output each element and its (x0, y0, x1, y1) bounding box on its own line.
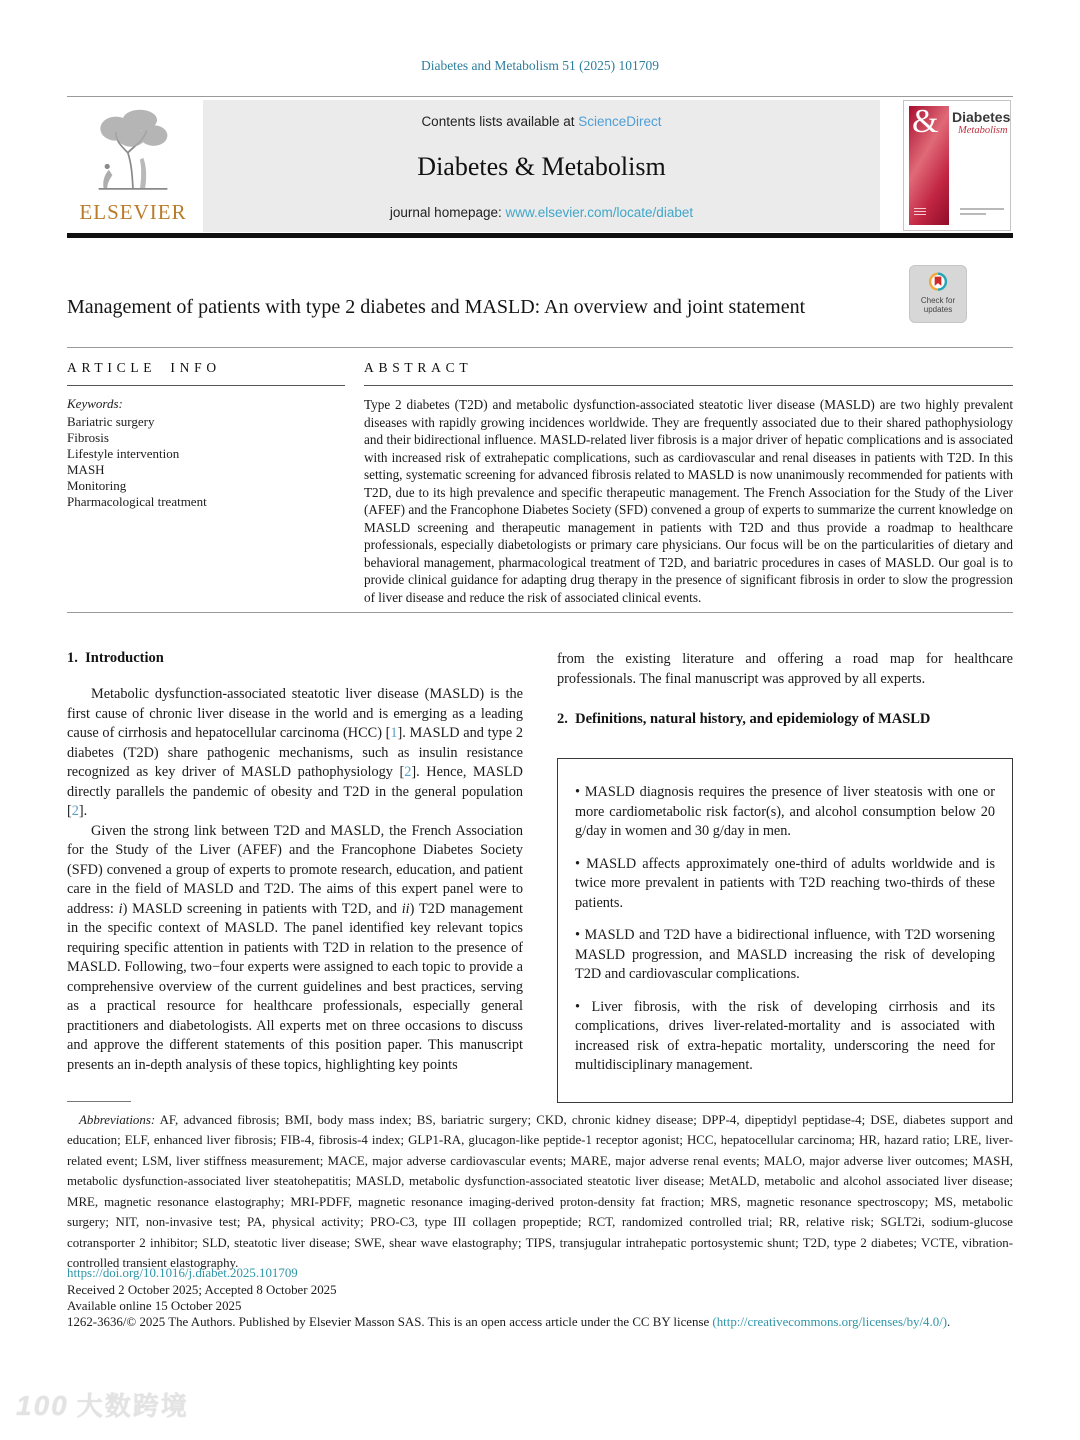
abbreviations-label: Abbreviations: (79, 1113, 156, 1127)
reference-link-2[interactable]: 2 (404, 764, 412, 780)
header-divider-bar (67, 233, 1013, 238)
article-info-rule (67, 385, 345, 386)
keyword-item: Bariatric surgery (67, 414, 155, 429)
footnote-separator (67, 1101, 131, 1102)
journal-banner (203, 100, 880, 232)
cover-small-marks (914, 208, 926, 216)
intro-p1-text: Metabolic dysfunction-associated steatotic liver disease (MASLD) is the first cause of chronic liver disease in the world and is emerging as a leading cause of cirrhosis and hepatocellular carcinoma (HCC) [ (67, 686, 523, 741)
copyright-suffix: . (947, 1315, 951, 1329)
elsevier-wordmark: ELSEVIER (79, 200, 187, 224)
bullet-icon: • (575, 927, 581, 943)
article-title: Management of patients with type 2 diabetes and MASLD: An overview and joint statement (67, 296, 806, 318)
elsevier-logo[interactable] (67, 104, 199, 232)
intro-continuation-paragraph: from the existing literature and offering a road map for healthcare professionals. The final manuscript was approved by all experts. (557, 651, 1013, 687)
intro-p2-italic-ii: ii (401, 900, 410, 917)
badge-text-line2: updates (923, 305, 953, 315)
reference-link-1[interactable]: 1 (390, 725, 398, 741)
intro-p2-italic-i: i (118, 900, 123, 917)
keyword-item: MASH (67, 461, 105, 477)
abstract-section (364, 360, 1013, 607)
bullet-icon: • (575, 855, 581, 872)
body-right-column (557, 650, 1013, 1103)
key-point-item (575, 998, 995, 1076)
cover-title: Diabetes (952, 109, 1011, 125)
section2-heading: 2. Definitions, natural history, and epidemiology of MASLD (557, 711, 931, 727)
watermark-logo: 100 (16, 1390, 69, 1421)
keyword-item: Pharmacological treatment (67, 493, 207, 509)
keywords-label: Keywords: (67, 396, 123, 411)
watermark-text: 大数跨境 (76, 1391, 189, 1421)
key-point-item (575, 855, 995, 914)
abstract-text: Type 2 diabetes (T2D) and metabolic dysfunction-associated steatotic liver disease (MASLD) are two highly prevalent diseases with rapidly growing incidences worldwide. They are frequently associated due to their shared pathophysiology and their bidirectional influence. MASLD-related liver fibrosis is a major driver of hepatic complications and is associated with increased risk of extrahepatic complications, such as cardiovascular and renal diseases in patients with T2D. In this setting, systematic screening for advanced fibrosis related to MASLD is now unanimously recommended for patients with T2D, due to its high prevalence and specific therapeutic management. The French Association for the Study of the Liver (AFEF) and the Francophone Diabetes Society (SFD) convened a group of experts to summarize the current knowledge on MASLD screening and therapeutic management in patients with T2D and thus provide a roadmap to healthcare professionals, especially diabetologists or primary care physicians. Our focus will be on the particularities of dietary and behavioral management, pharmacological treatment of T2D, and bariatric procedures in cases of MASLD. Our goal is to provide clinical guidance for adapting drug therapy in the presence of significant fibrosis in order to slow the progression of liver disease and reduce the risk of associated clinical events. (364, 397, 1013, 606)
homepage-prefix: journal homepage: (389, 205, 506, 220)
badge-text-line1: Check for (920, 296, 956, 305)
bullet-icon: • (575, 784, 581, 800)
homepage-line (390, 205, 693, 220)
journal-title: Diabetes & Metabolism (417, 152, 666, 181)
title-bottom-rule (67, 347, 1013, 348)
intro-p2-text: Given the strong link between T2D and MASLD, the French Association for the Study of the Liver (AFEF) and the Francophone Diabetes Society (SFD) convened a group of experts to promote research, education, and patient care in the field of MASLD and T2D. The aims of this expert panel were to address: (67, 822, 523, 917)
contents-prefix: Contents lists available at (421, 114, 579, 129)
article-info-heading: ARTICLE INFO (67, 360, 221, 375)
received-dates: Received 2 October 2025; Accepted 8 October 2025 (67, 1283, 337, 1297)
key-points-box (557, 758, 1013, 1103)
abstract-bottom-rule (67, 612, 1013, 613)
intro-p1-text: ]. Hence, MASLD directly parallels the pandemic of obesity and T2D in the general population [ (67, 764, 523, 819)
intro-p1-text: ]. MASLD and type 2 diabetes (T2D) share pathogenic mechanisms, such as insulin resistance recognized as key driver of MASLD pathophysiology [ (67, 725, 523, 780)
key-point-text: Liver fibrosis, with the risk of developing cirrhosis and its complications, drives liver-related-mortality and is associated with increased risk of extra-hepatic mortality, underscoring the need for multidisciplinary management. (575, 998, 996, 1073)
contents-line (421, 114, 661, 129)
abbreviations-footnote (67, 1110, 1013, 1274)
cc-license-link[interactable]: (http://creativecommons.org/licenses/by/4.0/) (712, 1315, 948, 1329)
copyright-line (67, 1314, 1013, 1331)
body-left-column (67, 650, 523, 1075)
key-point-text: MASLD affects approximately one-third of adults worldwide and is twice more prevalent in patients with T2D reaching two-thirds of these patients. (575, 855, 996, 911)
journal-cover-thumbnail[interactable] (903, 100, 1011, 231)
cover-subtitle: Metabolism (958, 125, 1008, 136)
copyright-text: 1262-3636/© 2025 The Authors. Published by Elsevier Masson SAS. This is an open access article under the CC BY license (67, 1315, 713, 1329)
article-info-section (67, 360, 345, 510)
intro-heading: 1. Introduction (67, 650, 164, 666)
intro-paragraph-1 (67, 685, 523, 822)
intro-p1-text: ]. (78, 803, 88, 819)
cover-caption-lines (960, 208, 1004, 218)
keyword-item: Monitoring (67, 477, 127, 493)
crossmark-icon (923, 269, 953, 296)
intro-p2-text: ) T2D management in the specific context of MASLD. The panel identified key relevant topics requiring specific attention in patients with T2D in relation to the presence of MASLD. Following, two−four experts were assigned to each topic to provide a comprehensive overview of the current guidelines and best practices, serving as a practical resource for healthcare professionals, especially general practitioners and diabetologists. All experts met on three occasions to discuss and approve the different statements of this position paper. This manuscript presents an in-depth analysis of these topics, highlighting key points (67, 900, 523, 1073)
bullet-icon: • (575, 998, 581, 1015)
key-point-item (575, 926, 995, 985)
watermark (16, 1386, 189, 1423)
available-online: Available online 15 October 2025 (67, 1299, 242, 1313)
doi-link[interactable]: https://doi.org/10.1016/j.diabet.2025.101709 (67, 1266, 298, 1280)
intro-paragraph-2 (67, 822, 523, 1076)
reference-link-2b[interactable]: 2 (71, 803, 79, 819)
header-top-rule (67, 96, 1013, 97)
keyword-item: Lifestyle intervention (67, 445, 180, 461)
homepage-link[interactable]: www.elsevier.com/locate/diabet (505, 205, 694, 220)
journal-reference: Diabetes and Metabolism 51 (2025) 101709 (420, 58, 660, 73)
elsevier-tree-icon (90, 104, 176, 198)
keyword-item: Fibrosis (67, 429, 109, 445)
key-point-text: MASLD diagnosis requires the presence of liver steatosis with one or more cardiometabolic risk factor(s), and alcohol consumption below 20 g/day in women and 30 g/day in men. (575, 784, 995, 839)
cover-ampersand: & (912, 103, 939, 140)
key-point-text: MASLD and T2D have a bidirectional influence, with T2D worsening MASLD progression, and MASLD increasing the risk of developing T2D and cardiovascular complications. (575, 927, 995, 982)
abbreviations-text: AF, advanced fibrosis; BMI, body mass index; BS, bariatric surgery; CKD, chronic kidney disease; DPP-4, dipeptidyl peptidase-4; DSE, diabetes support and education; ELF, enhanced liver fibrosis; FIB-4, fibrosis-4 index; GLP1-RA, glucagon-like peptide-1 receptor agonist; HCC, hepatocellular carcinoma; HR, hazard ratio; LRE, liver-related event; LSM, liver stiffness measurement; MACE, major adverse cardiovascular events; MARE, major adverse renal events; MALO, major adverse liver outcomes; MASH, metabolic dysfunction-associated liver steatohepatitis; MASLD, metabolic dysfunction-associated steatotic liver disease; MetALD, metabolic and alcohol associated liver disease; MRE, magnetic resonance elastography; MRI-PDFF, magnetic resonance imaging-derived proton-density fat fraction; MRS, magnetic resonance spectroscopy; MS, metabolic surgery; NIT, non-invasive test; PA, physical activity; PRO-C3, type III collagen propeptide; RCT, randomized controlled trial; RR, relative risk; SGLT2i, sodium-glucose cotransporter 2 inhibitor; SLD, steatotic liver disease; SWE, shear wave elastography; TIPS, transjugular intrahepatic portosystemic shunt; T2D, type 2 diabetes; VCTE, vibration-controlled transient elastography. (67, 1113, 1013, 1271)
abstract-heading: ABSTRACT (364, 360, 473, 375)
abstract-rule (364, 385, 1013, 386)
check-for-updates-badge[interactable] (910, 266, 966, 322)
key-point-item (575, 783, 995, 842)
sciencedirect-link[interactable]: ScienceDirect (578, 114, 662, 129)
intro-p2-text: ) MASLD screening in patients with T2D, and (122, 900, 402, 917)
